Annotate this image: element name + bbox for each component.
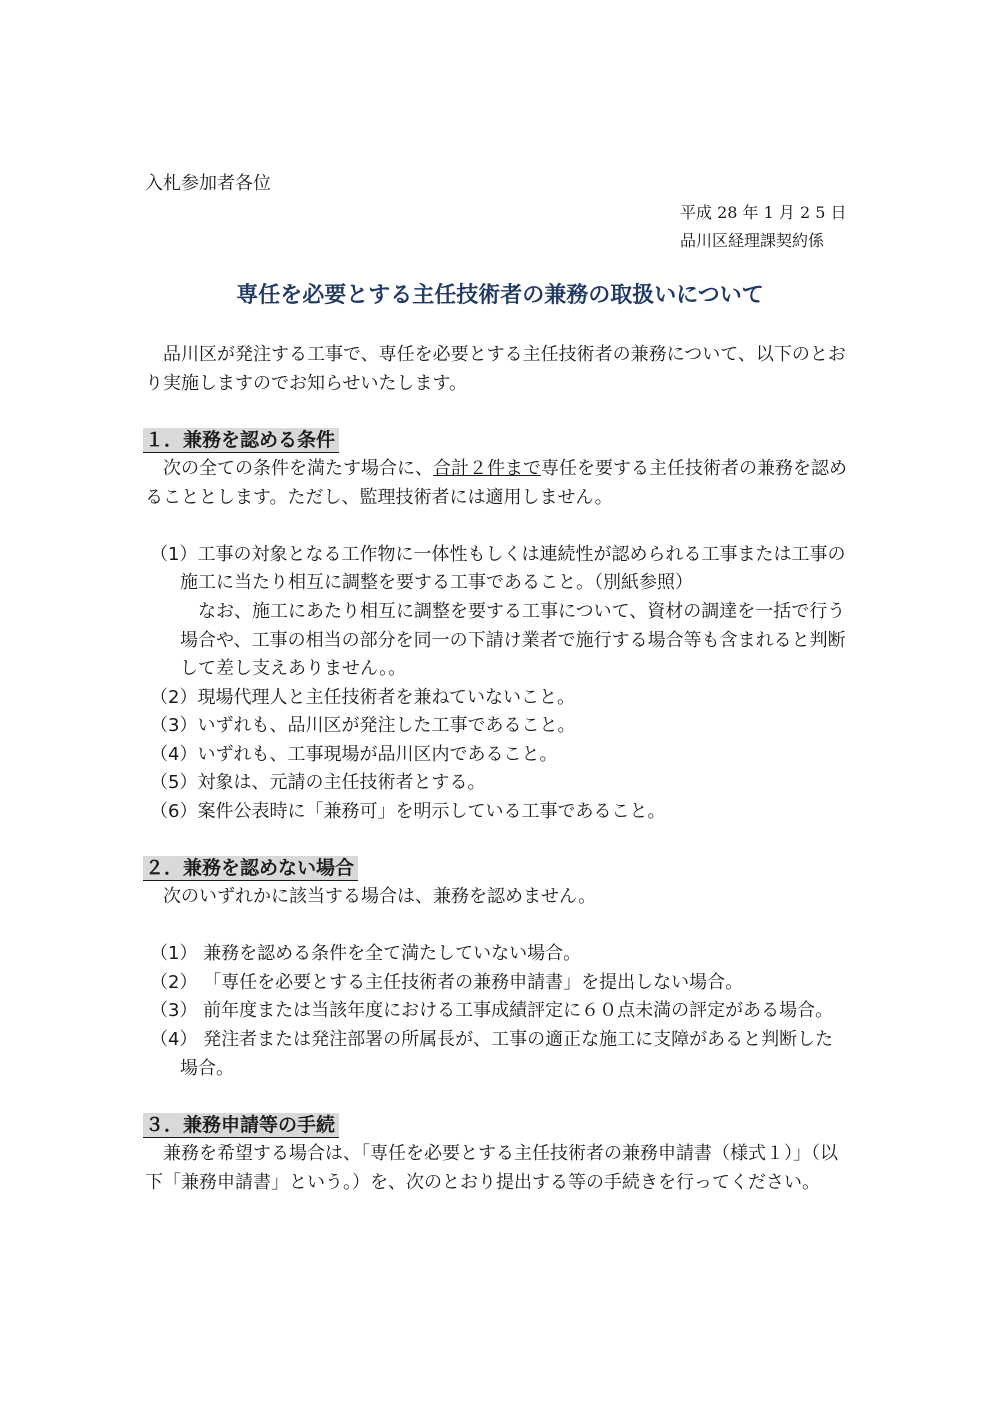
section-1-item-5: （5）対象は、元請の主任技術者とする。 [150,772,486,793]
section-3-heading: ３．兼務申請等の手続 [143,1113,339,1138]
section-1-item-1-line-4: 場合や、工事の相当の部分を同一の下請け業者で施行する場合等も含まれると判断 [180,630,846,651]
section-1-item-1-line-1: （1）工事の対象となる工作物に一体性もしくは連続性が認められる工事または工事の [150,544,846,565]
section-1-item-1-line-5: して差し支えありません。。 [180,658,407,679]
section-2-item-2: （2） 「専任を必要とする主任技術者の兼務申請書」を提出しない場合。 [150,972,744,993]
intro-line-1: 品川区が発注する工事で、専任を必要とする主任技術者の兼務について、以下のとお [163,344,846,365]
section-1-text-pre: 次の全ての条件を満たす場合に、 [163,458,433,479]
section-2-heading: ２．兼務を認めない場合 [143,856,358,881]
section-1-item-6: （6）案件公表時に「兼務可」を明示している工事であること。 [150,801,666,822]
section-1-item-3: （3）いずれも、品川区が発注した工事であること。 [150,715,576,736]
section-3-paragraph-line-1: 兼務を希望する場合は、「専任を必要とする主任技術者の兼務申請書（様式１）」（以 [163,1143,838,1164]
section-1-paragraph-line-2: ることとします。ただし、監理技術者には適用しません。 [145,487,613,508]
section-1-item-2: （2）現場代理人と主任技術者を兼ねていないこと。 [150,687,575,708]
section-2-item-3: （3） 前年度または当該年度における工事成績評定に６０点未満の評定がある場合。 [150,1000,834,1021]
section-2-item-1: （1） 兼務を認める条件を全て満たしていない場合。 [150,943,582,964]
section-2-paragraph: 次のいずれかに該当する場合は、兼務を認めません。 [163,886,597,907]
section-2-item-4-line-1: （4） 発注者または発注部署の所属長が、工事の適正な施工に支障があると判断した [150,1029,834,1050]
document-title: 専任を必要とする主任技術者の兼務の取扱いについて [236,283,764,308]
section-1-paragraph-line-1 [163,458,847,480]
section-1-item-1-line-2: 施工に当たり相互に調整を要する工事であること。（別紙参照） [180,572,693,593]
section-2-item-4-line-2: 場合。 [180,1058,234,1079]
document-date: 平成 28 年 1 月 2 5 日 [680,203,847,222]
addressee: 入札参加者各位 [145,173,271,194]
section-1-heading: １．兼務を認める条件 [143,428,339,453]
section-3-paragraph-line-2: 下「兼務申請書」という。）を、次のとおり提出する等の手続きを行ってください。 [145,1172,820,1193]
section-1-text-post: 専任を要する主任技術者の兼務を認め [541,458,847,479]
section-1-item-1-line-3: なお、施工にあたり相互に調整を要する工事について、資材の調達を一括で行う [198,601,846,622]
intro-line-2: り実施しますのでお知らせいたします。 [145,373,468,394]
underlined-limit: 合計２件まで [433,458,541,479]
sender: 品川区経理課契約係 [680,231,825,250]
section-1-item-4: （4）いずれも、工事現場が品川区内であること。 [150,744,558,765]
